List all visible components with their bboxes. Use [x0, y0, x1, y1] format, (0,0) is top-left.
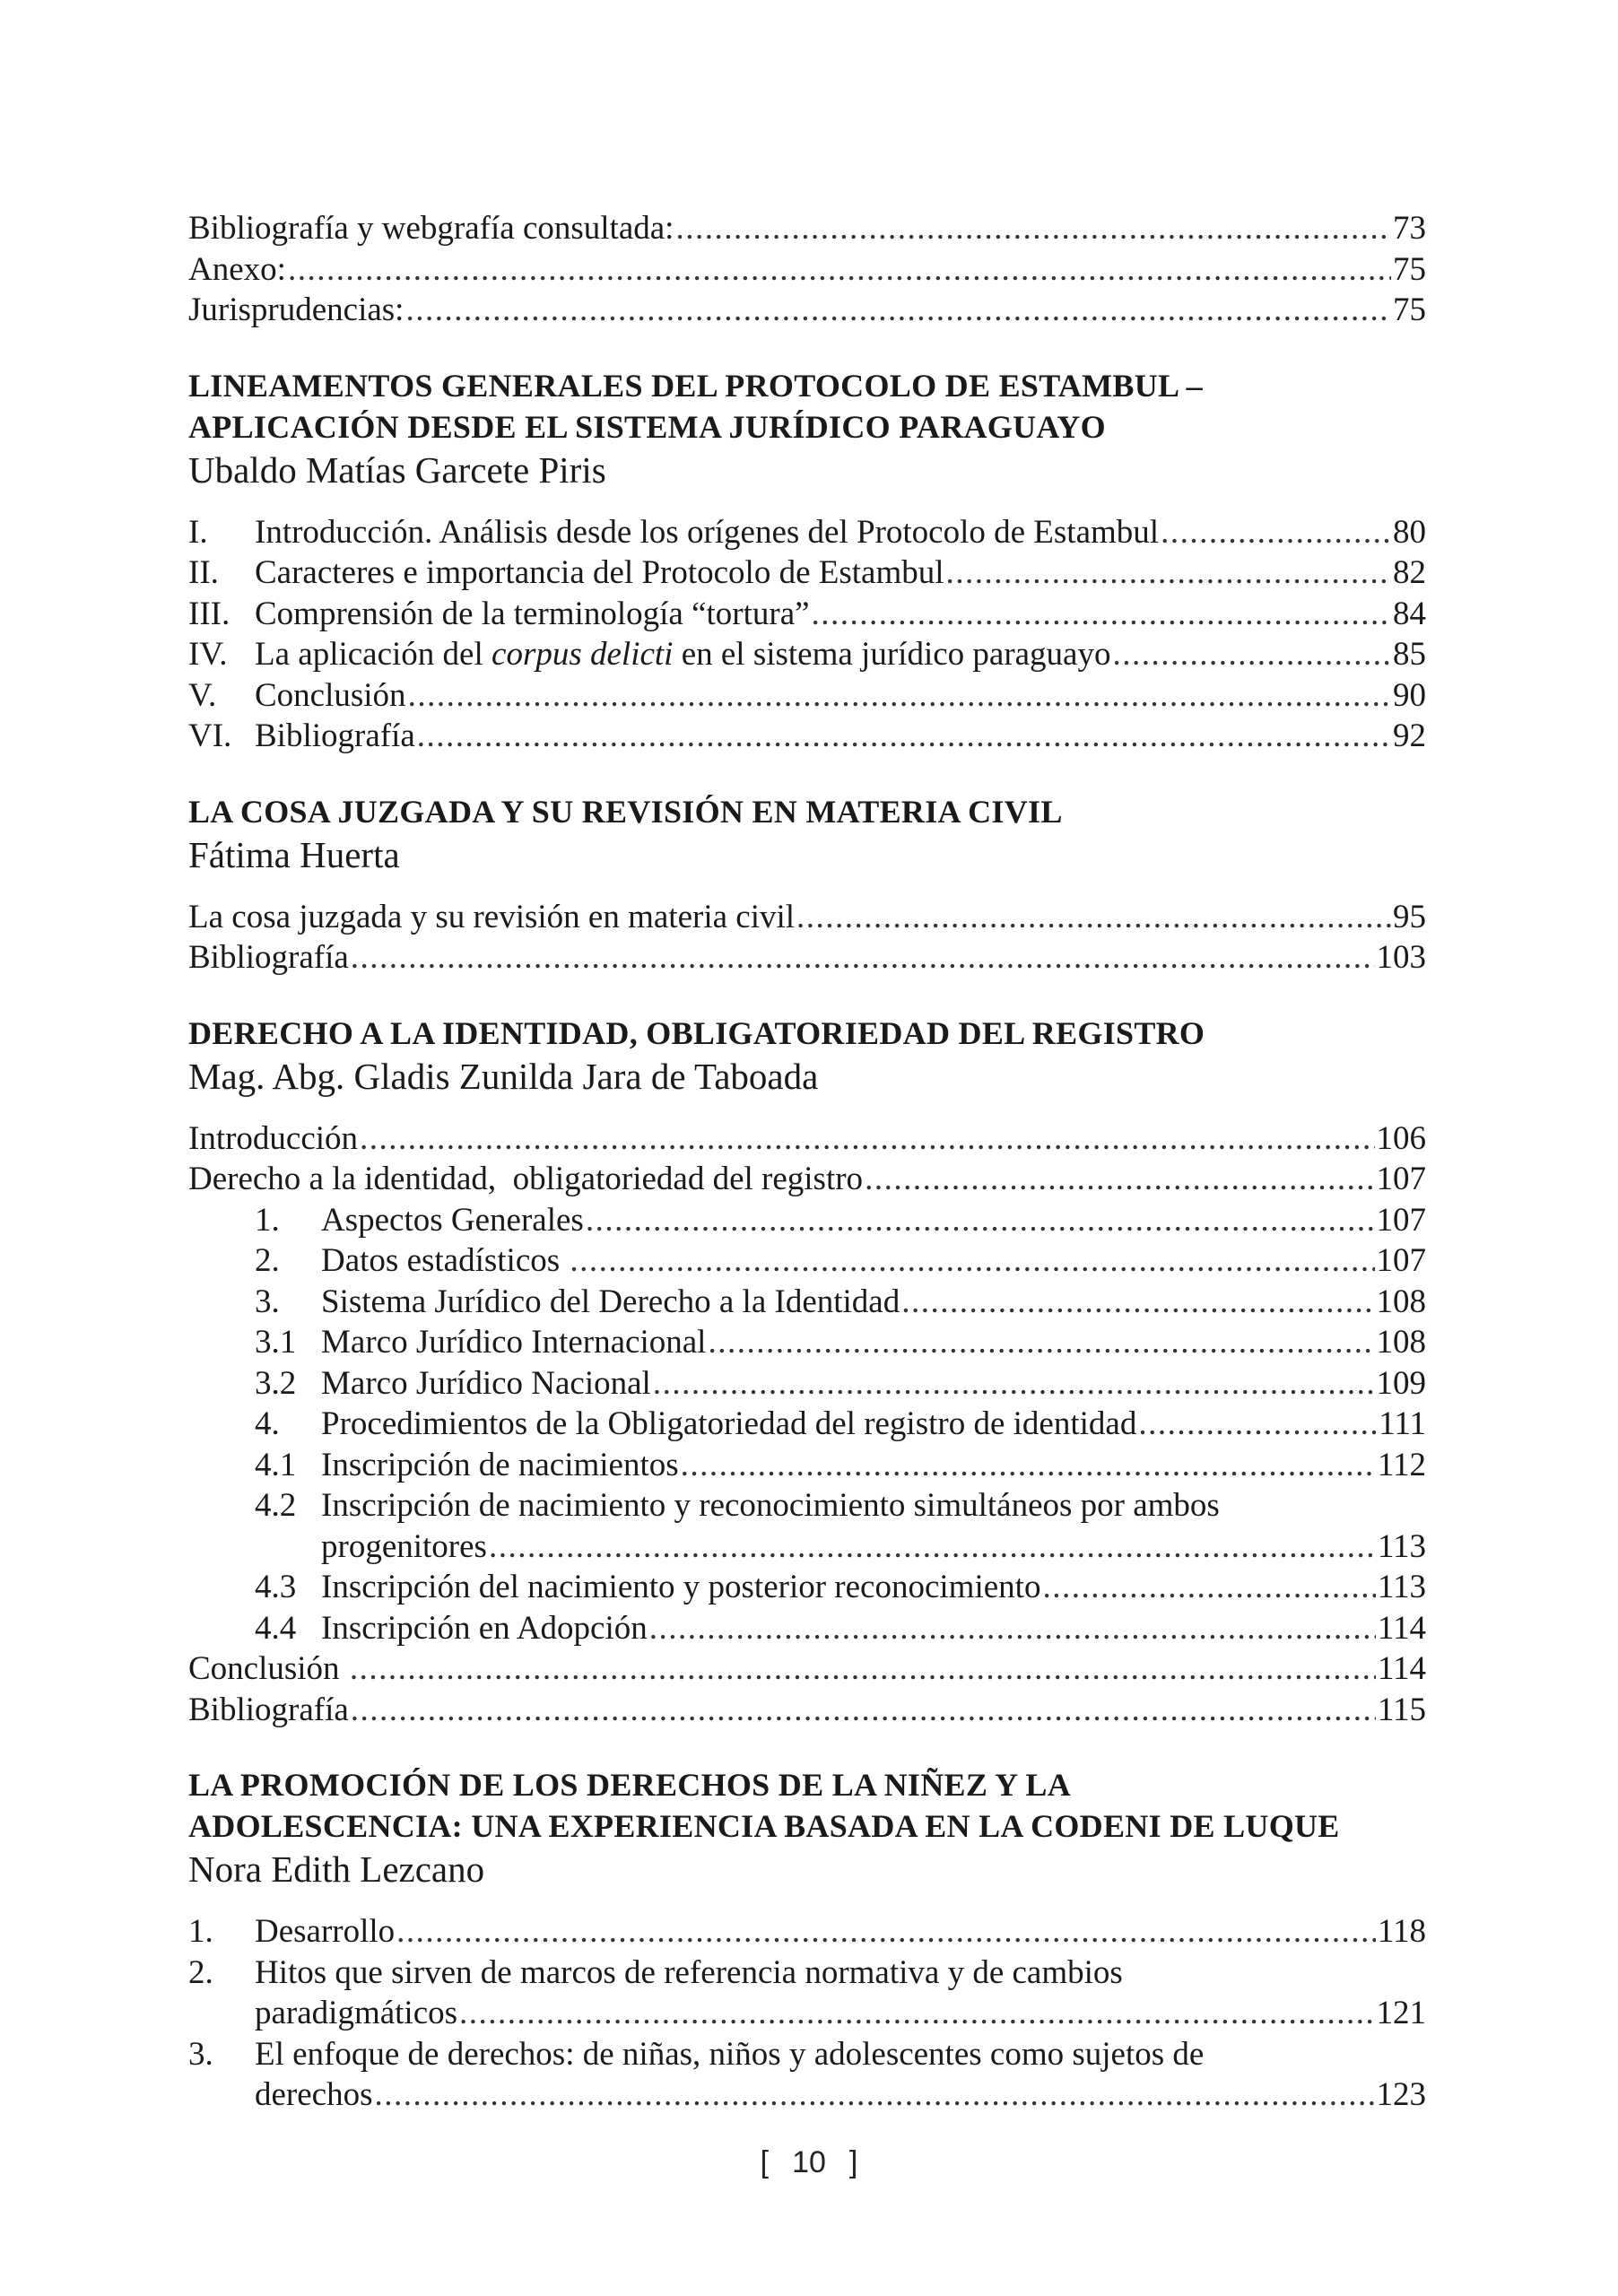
toc-page-number: 109 — [1376, 1364, 1426, 1402]
section-author: Mag. Abg. Gladis Zunilda Jara de Taboada — [188, 1055, 819, 1097]
toc-page-number: 107 — [1376, 1201, 1426, 1239]
toc-page-number: 108 — [1376, 1283, 1426, 1320]
toc-entry-number: 3.2 — [255, 1364, 297, 1402]
toc-leader-dots — [675, 208, 1391, 249]
toc-entry-number: 1. — [188, 1913, 213, 1950]
toc-entry — [188, 594, 1426, 635]
toc-entry — [188, 1404, 1426, 1445]
toc-leader-dots — [796, 897, 1391, 938]
toc-entry — [188, 2074, 1426, 2116]
toc-page-number: 113 — [1377, 1527, 1426, 1565]
toc-entry-title: progenitores — [321, 1527, 487, 1565]
toc-page-number: 107 — [1376, 1161, 1426, 1197]
toc-page-number: 80 — [1393, 513, 1426, 551]
toc-entry — [188, 1240, 1426, 1282]
toc-page-number: 85 — [1393, 636, 1426, 673]
toc-entry — [188, 249, 1426, 291]
toc-entry-number: II. — [188, 554, 219, 591]
toc-leader-dots — [681, 1445, 1376, 1486]
toc-leader-dots — [1138, 1404, 1377, 1445]
toc-leader-dots — [570, 1240, 1374, 1282]
toc-entry-title: Bibliografía — [188, 939, 349, 976]
toc-entry — [188, 675, 1426, 717]
toc-entry — [188, 1322, 1426, 1363]
toc-page-number: 114 — [1377, 1609, 1426, 1647]
toc-leader-dots — [375, 2074, 1375, 2116]
toc-page-number: 115 — [1377, 1691, 1426, 1728]
toc-leader-dots — [288, 249, 1391, 291]
toc-entry-title: Comprensión de la terminología “tortura” — [255, 595, 810, 632]
toc-entry — [188, 1200, 1426, 1241]
toc-entry — [188, 552, 1426, 594]
page-number: 10 — [792, 2145, 826, 2179]
toc-entry — [188, 1608, 1426, 1649]
toc-leader-dots — [812, 594, 1391, 635]
toc-page-number: 112 — [1377, 1446, 1426, 1483]
toc-entry-number: 4.3 — [255, 1569, 297, 1605]
toc-leader-dots — [405, 290, 1391, 331]
toc-leader-dots — [649, 1608, 1376, 1649]
toc-page-number: 118 — [1377, 1913, 1426, 1950]
toc-section — [188, 1764, 1426, 2116]
toc-entry-title: Hitos que sirven de marcos de referencia normativa y de cambios — [255, 1953, 1123, 1991]
toc-entry-title: Jurisprudencias: — [188, 291, 404, 328]
toc-entry — [188, 897, 1426, 938]
toc-page-number: 73 — [1393, 210, 1426, 247]
toc-page-number: 103 — [1376, 939, 1426, 976]
toc-leader-dots — [360, 1118, 1374, 1160]
toc-entry-number: III. — [188, 595, 231, 632]
toc-leader-dots — [865, 1159, 1374, 1200]
toc-page-number: 106 — [1376, 1119, 1426, 1157]
section-heading: LA PROMOCIÓN DE LOS DERECHOS DE LA NIÑEZ Y LA ADOLESCENCIA: UNA EXPERIENCIA BASADA EN LA CODENI DE LUQUE — [188, 1767, 1340, 1844]
toc-leader-dots — [489, 1526, 1376, 1568]
toc-leader-dots — [586, 1200, 1375, 1241]
toc-page-number: 107 — [1376, 1242, 1426, 1279]
toc-page-number: 95 — [1393, 898, 1426, 935]
toc-entry-number: 3. — [188, 2035, 213, 2073]
toc-entry-title: Caracteres e importancia del Protocolo de Estambul — [255, 554, 944, 591]
toc-entry — [188, 1526, 1426, 1568]
toc-page-number: 121 — [1376, 1995, 1426, 2031]
toc-entry-number: 4. — [255, 1405, 280, 1442]
toc-entry-number: 2. — [188, 1953, 213, 1991]
toc-entry-number: I. — [188, 513, 208, 551]
toc-entry — [188, 634, 1426, 675]
section-author: Fátima Huerta — [188, 833, 400, 875]
toc-entry-number: 4.1 — [255, 1446, 297, 1483]
toc-leader-dots — [459, 1993, 1374, 2034]
toc-section — [188, 365, 1426, 757]
toc-leader-dots — [350, 1648, 1376, 1690]
toc-page-number: 111 — [1379, 1405, 1426, 1442]
toc-entry-wrapped-line — [188, 2034, 1426, 2075]
toc-entry-title: Marco Jurídico Internacional — [321, 1324, 707, 1361]
toc-leader-dots — [653, 1363, 1375, 1405]
table-of-contents — [188, 208, 1426, 2116]
toc-page-number: 75 — [1393, 250, 1426, 288]
toc-entry-number: 4.4 — [255, 1609, 297, 1647]
toc-leader-dots — [1112, 634, 1391, 675]
toc-entry-title: Introducción — [188, 1119, 359, 1157]
page-footer — [0, 2145, 1618, 2180]
toc-entry-title: Desarrollo — [255, 1913, 396, 1950]
toc-entry-number: 3.1 — [255, 1324, 297, 1361]
toc-page-number: 90 — [1393, 676, 1426, 714]
toc-entry-title: Sistema Jurídico del Derecho a la Identidad — [321, 1283, 900, 1320]
toc-leader-dots — [1161, 512, 1391, 553]
section-author: Nora Edith Lezcano — [188, 1848, 485, 1890]
toc-page-number: 123 — [1376, 2076, 1426, 2113]
toc-entry-title: Conclusión — [188, 1650, 348, 1687]
toc-entry-title: Aspectos Generales — [321, 1201, 584, 1239]
toc-leader-dots — [396, 1911, 1376, 1952]
toc-entry — [188, 1282, 1426, 1323]
toc-entry-title: La cosa juzgada y su revisión en materia civil — [188, 898, 796, 935]
toc-entry-title: Marco Jurídico Nacional — [321, 1364, 651, 1402]
toc-entry-title: Derecho a la identidad, obligatoriedad del registro — [188, 1161, 864, 1197]
toc-entry-title: Introducción. Análisis desde los orígenes del Protocolo de Estambul — [255, 513, 1160, 551]
toc-leader-dots — [946, 552, 1391, 594]
toc-entry-title: Datos estadísticos — [321, 1242, 569, 1279]
toc-entry-wrapped-line — [188, 1485, 1426, 1526]
section-heading: LA COSA JUZGADA Y SU REVISIÓN EN MATERIA CIVIL — [188, 793, 1063, 830]
toc-entry-title: derechos — [255, 2076, 373, 2113]
toc-page-number: 75 — [1393, 291, 1426, 328]
toc-entry — [188, 512, 1426, 553]
toc-page-number: 82 — [1393, 554, 1426, 591]
toc-entry-title: Procedimientos de la Obligatoriedad del registro de identidad — [321, 1405, 1137, 1442]
toc-entry — [188, 937, 1426, 978]
toc-entry-number: IV. — [188, 636, 228, 673]
toc-entry-number: VI. — [188, 718, 232, 754]
toc-entry — [188, 290, 1426, 331]
toc-leader-dots — [417, 716, 1391, 757]
footer-close-bracket: ] — [848, 2145, 858, 2179]
toc-entry — [188, 1690, 1426, 1731]
toc-entry-title: Inscripción de nacimientos — [321, 1446, 679, 1483]
section-heading: LINEAMENTOS GENERALES DEL PROTOCOLO DE ESTAMBUL – APLICACIÓN DESDE EL SISTEMA JURÍDICO PARAGUAYO — [188, 367, 1203, 445]
toc-block-previous — [188, 208, 1426, 331]
toc-entry-title: Inscripción de nacimiento y reconocimiento simultáneos por ambos — [321, 1487, 1220, 1524]
toc-leader-dots — [708, 1322, 1374, 1363]
toc-entry-title: Conclusión — [255, 676, 406, 714]
toc-entry-title: Inscripción en Adopción — [321, 1609, 648, 1647]
toc-entry-number: V. — [188, 676, 217, 714]
toc-page-number: 84 — [1393, 595, 1426, 632]
section-author: Ubaldo Matías Garcete Piris — [188, 448, 606, 491]
toc-leader-dots — [901, 1282, 1374, 1323]
toc-entry — [188, 1159, 1426, 1200]
toc-entry-number: 1. — [255, 1201, 280, 1239]
toc-section — [188, 791, 1426, 978]
toc-entry — [188, 1363, 1426, 1405]
toc-leader-dots — [1042, 1567, 1375, 1608]
toc-leader-dots — [351, 1690, 1376, 1731]
toc-entry-title: La aplicación del corpus delicti en el sistema jurídico paraguayo — [255, 636, 1111, 673]
section-heading: DERECHO A LA IDENTIDAD, OBLIGATORIEDAD DEL REGISTRO — [188, 1014, 1205, 1051]
toc-entry — [188, 208, 1426, 249]
toc-entry-title: paradigmáticos — [255, 1995, 458, 2031]
toc-entry-number: 2. — [255, 1242, 280, 1279]
toc-entry — [188, 1445, 1426, 1486]
toc-entry — [188, 1118, 1426, 1160]
toc-page-number: 113 — [1377, 1569, 1426, 1605]
toc-entry — [188, 1911, 1426, 1952]
toc-leader-dots — [351, 937, 1375, 978]
toc-entry-title: Anexo: — [188, 250, 286, 288]
toc-entry — [188, 1648, 1426, 1690]
toc-leader-dots — [408, 675, 1391, 717]
footer-open-bracket: [ — [760, 2145, 770, 2179]
toc-entry-wrapped-line — [188, 1952, 1426, 1994]
toc-section — [188, 1013, 1426, 1731]
toc-page-number: 108 — [1376, 1324, 1426, 1361]
toc-entry-title: Bibliografía y webgrafía consultada: — [188, 210, 674, 247]
toc-entry-title: Bibliografía — [255, 718, 415, 754]
toc-entry-number: 3. — [255, 1283, 280, 1320]
toc-entry-title: Inscripción del nacimiento y posterior reconocimiento — [321, 1569, 1041, 1605]
toc-page-number: 114 — [1377, 1650, 1426, 1687]
toc-entry — [188, 1567, 1426, 1608]
toc-entry-number: 4.2 — [255, 1487, 297, 1524]
toc-page-number: 92 — [1393, 718, 1426, 754]
toc-entry — [188, 1993, 1426, 2034]
toc-entry-title: El enfoque de derechos: de niñas, niños y adolescentes como sujetos de — [255, 2035, 1205, 2073]
toc-entry — [188, 716, 1426, 757]
toc-entry-title: Bibliografía — [188, 1691, 349, 1728]
